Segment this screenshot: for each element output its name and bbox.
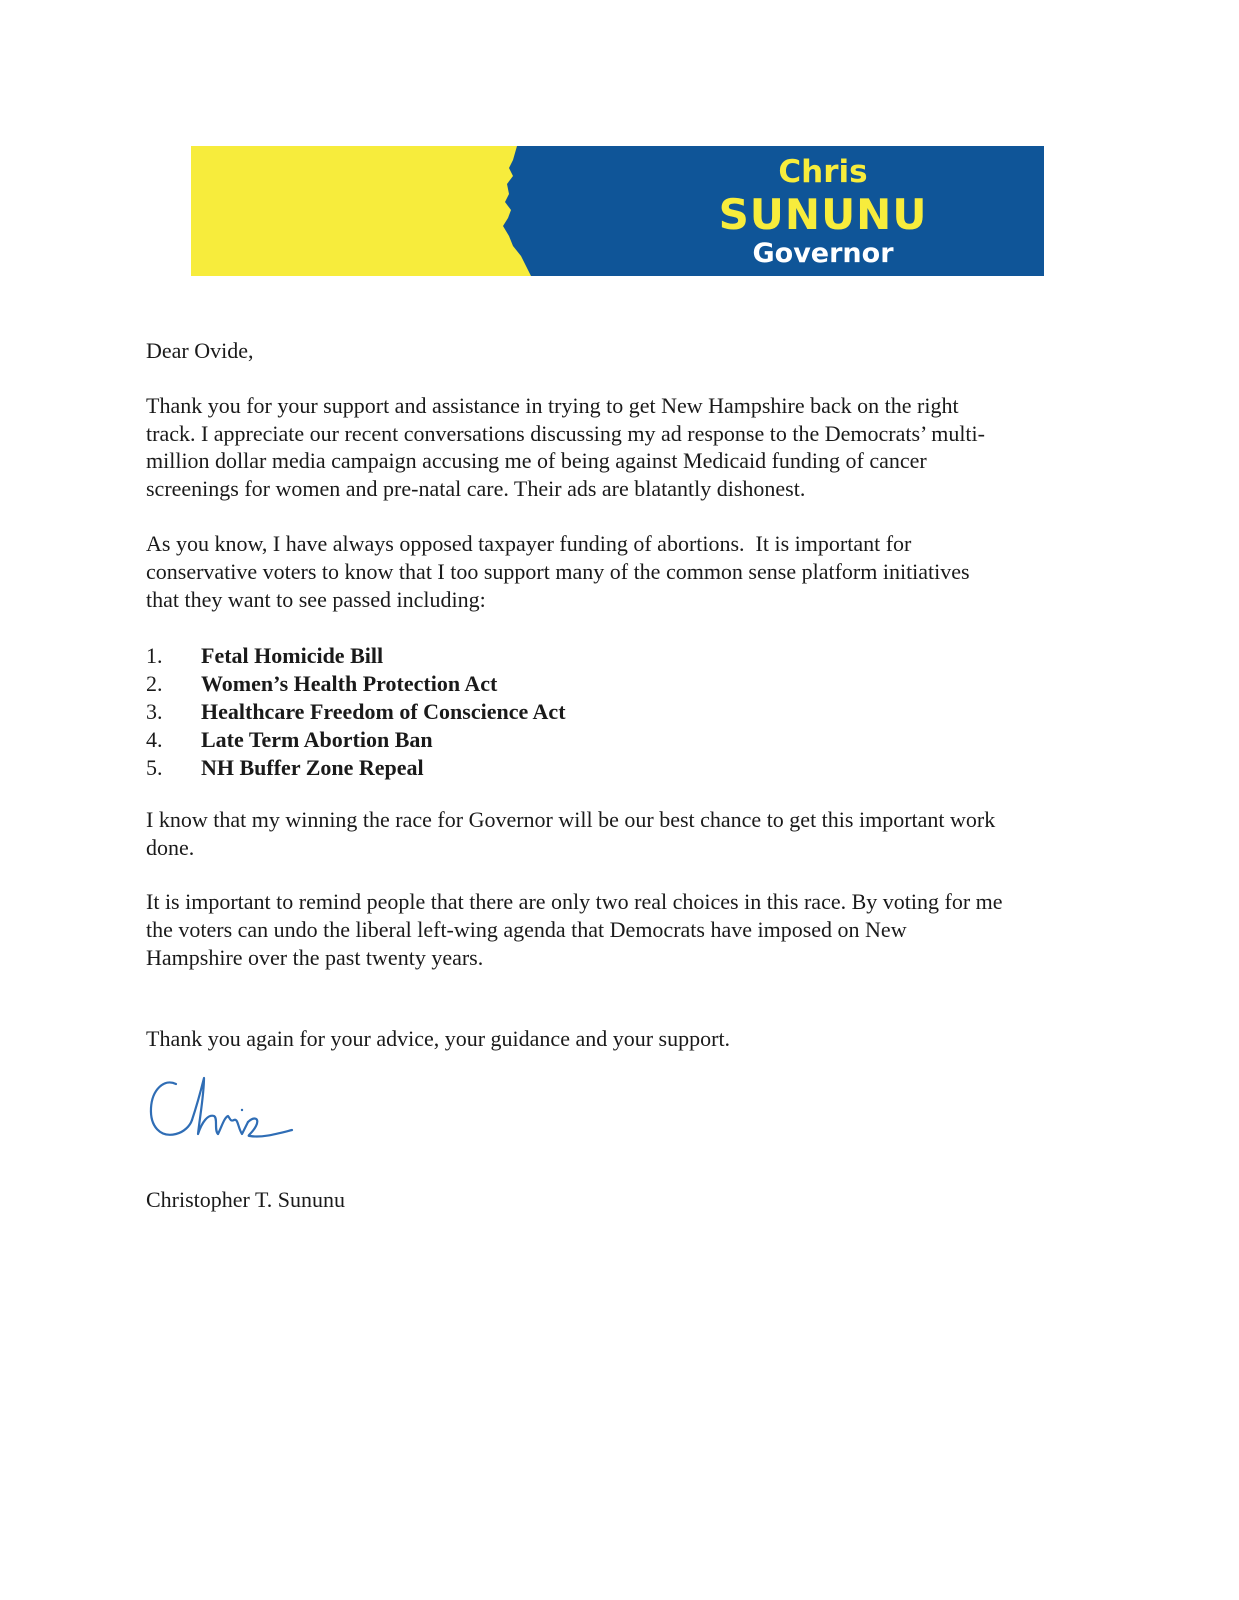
list-item [146,754,566,782]
paragraph-1-line-2: track. I appreciate our recent conversations discussing my ad response to the Democrats’ multi- [146,421,985,446]
signer-name: Christopher T. Sununu [146,1187,346,1212]
list-item [146,726,566,754]
paragraph-4-line-3: Hampshire over the past twenty years. [146,945,484,970]
list-item-text: NH Buffer Zone Repeal [201,755,424,780]
paragraph-2-line-3: that they want to see passed including: [146,587,486,612]
list-item-text: Late Term Abortion Ban [201,727,433,752]
logo-first-name: Chris [778,154,868,190]
logo-last-name: SUNUNU [718,190,928,239]
list-item-text: Fetal Homicide Bill [201,643,384,668]
paragraph-1-line-1: Thank you for your support and assistance in trying to get New Hampshire back on the right [146,393,959,418]
list-item-number: 1. [146,643,163,668]
paragraph-4-line-2: the voters can undo the liberal left-wing agenda that Democrats have imposed on New [146,917,907,942]
paragraph-3-line-1: I know that my winning the race for Governor will be our best chance to get this important work [146,807,996,832]
list-item [146,642,566,670]
list-item-number: 2. [146,671,163,696]
list-item [146,670,566,698]
paragraph-2-line-1: As you know, I have always opposed taxpayer funding of abortions. It is important for [146,531,912,556]
handwritten-signature [146,1072,306,1157]
closing-line: Thank you again for your advice, your guidance and your support. [146,1026,731,1051]
paragraph-1-line-3: million dollar media campaign accusing me of being against Medicaid funding of cancer [146,448,927,473]
campaign-logo-banner [191,146,1044,276]
paragraph-3-line-2: done. [146,835,195,860]
initiatives-list [146,642,566,782]
paragraph-2-line-2: conservative voters to know that I too support many of the common sense platform initiatives [146,559,970,584]
logo-office: Governor [752,238,894,269]
list-item-number: 3. [146,699,163,724]
list-item-text: Women’s Health Protection Act [201,671,498,696]
list-item-number: 4. [146,727,163,752]
list-item-text: Healthcare Freedom of Conscience Act [201,699,566,724]
paragraph-1-line-4: screenings for women and pre-natal care. Their ads are blatantly dishonest. [146,476,806,501]
paragraph-4-line-1: It is important to remind people that there are only two real choices in this race. By voting for me [146,889,1003,914]
list-item [146,698,566,726]
salutation: Dear Ovide, [146,338,254,363]
list-item-number: 5. [146,755,163,780]
